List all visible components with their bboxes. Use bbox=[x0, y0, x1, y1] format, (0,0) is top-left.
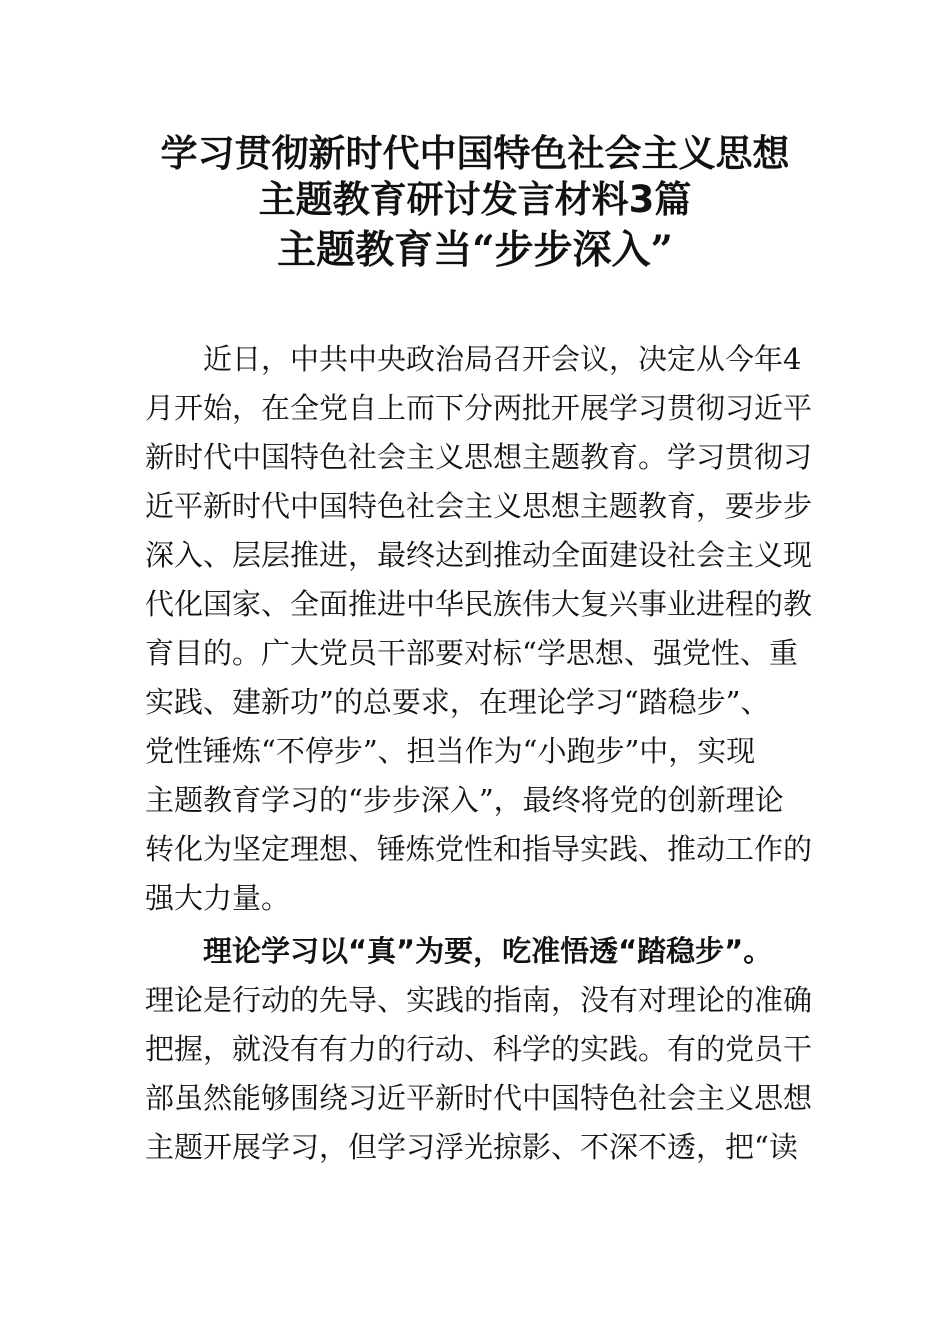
paragraph1-line: 实践、建新功”的总要求，在理论学习“踏稳步”、 bbox=[145, 685, 770, 719]
paragraph1-line: 党性锤炼“不停步”、担当作为“小跑步”中，实现 bbox=[145, 734, 756, 768]
paragraph1-line: 深入、层层推进，最终达到推动全面建设社会主义现 bbox=[145, 538, 813, 572]
paragraph2-line: 把握，就没有有力的行动、科学的实践。有的党员干 bbox=[145, 1032, 813, 1066]
paragraph1-line: 育目的。广大党员干部要对标“学思想、强党性、重 bbox=[145, 636, 798, 670]
paragraph2-heading-line bbox=[203, 933, 772, 969]
paragraph1-line: 月开始，在全党自上而下分两批开展学习贯彻习近平 bbox=[145, 391, 813, 425]
paragraph2-line: 主题开展学习，但学习浮光掠影、不深不透，把“读 bbox=[145, 1130, 798, 1164]
paragraph2-heading: 理论学习以“真”为要，吃准悟透“踏稳步”。 bbox=[203, 934, 773, 968]
paragraph1-line: 转化为坚定理想、锤炼党性和指导实践、推动工作的 bbox=[145, 832, 813, 866]
paragraph1-line: 强大力量。 bbox=[145, 881, 291, 915]
paragraph1-line: 新时代中国特色社会主义思想主题教育。学习贯彻习 bbox=[145, 440, 813, 474]
paragraph2-line: 理论是行动的先导、实践的指南，没有对理论的准确 bbox=[145, 983, 813, 1017]
paragraph1-line: 代化国家、全面推进中华民族伟大复兴事业进程的教 bbox=[145, 587, 813, 621]
document-title-line-2: 主题教育研讨发言材料3篇 bbox=[258, 178, 692, 221]
paragraph1-line: 近日，中共中央政治局召开会议，决定从今年4 bbox=[203, 342, 802, 376]
paragraph2-line: 部虽然能够围绕习近平新时代中国特色社会主义思想 bbox=[145, 1081, 813, 1115]
paragraph1-line: 近平新时代中国特色社会主义思想主题教育，要步步 bbox=[145, 489, 813, 523]
document-title-line-1: 学习贯彻新时代中国特色社会主义思想 bbox=[160, 132, 790, 175]
paragraph1-line: 主题教育学习的“步步深入”，最终将党的创新理论 bbox=[145, 783, 784, 817]
section-title: 主题教育当“步步深入” bbox=[277, 227, 673, 273]
